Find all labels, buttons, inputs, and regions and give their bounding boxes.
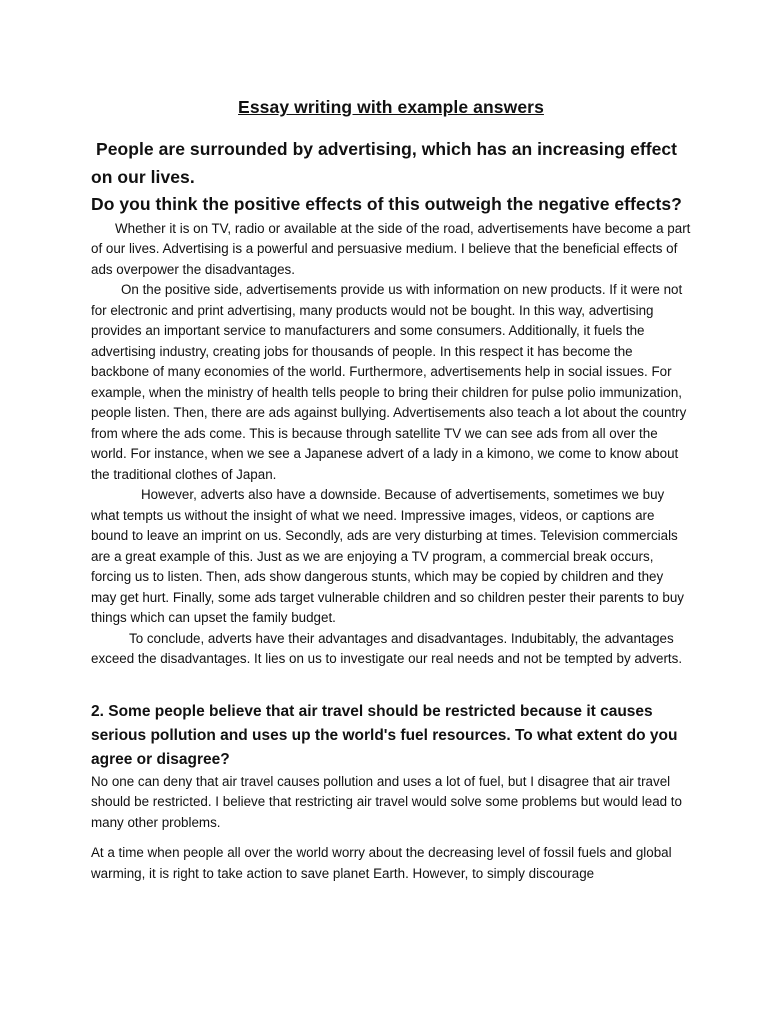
essay1-paragraph-conclusion: To conclude, adverts have their advantages and disadvantages. Indubitably, the advantages exceed the disadvantages. It lies on us to investigate our real needs and not be tempted by adverts. — [91, 630, 683, 666]
document-body — [91, 94, 691, 884]
essay1-paragraph-intro: Whether it is on TV, radio or available at the side of the road, advertisements have become a part of our lives. Advertising is a powerful and persuasive medium. I believe that the beneficial effects of ads overpower the disadvantages. — [91, 220, 691, 277]
section-spacer — [91, 670, 691, 700]
essay1-question-line2: Do you think the positive effects of this outweigh the negative effects? — [91, 194, 682, 214]
essay2-paragraph-intro: No one can deny that air travel causes pollution and uses a lot of fuel, but I disagree that air travel should be restricted. I believe that restricting air travel would solve some problems but would lead to many other problems. — [91, 773, 682, 830]
essay1-paragraph-positive: On the positive side, advertisements provide us with information on new products. If it were not for electronic and print advertising, many products would not be bought. In this way, advertising provides an important service to manufacturers and some consumers. Additionally, it fuels the advertising industry, creating jobs for thousands of people. In this respect it has become the backbone of many economies of the world. Furthermore, advertisements help in social issues. For example, when the ministry of health tells people to bring their children for pulse polio immunization, people listen. Then, there are ads against bullying. Advertisements also teach a lot about the country from where the ads come. This is because through satellite TV we can see ads from all over the world. For instance, when we see a Japanese advert of a lady in a kimono, we come to know about the traditional clothes of Japan. — [91, 282, 687, 482]
essay2-question: 2. Some people believe that air travel should be restricted because it causes serious pollution and uses up the world's fuel resources. To what extent do you agree or disagree? — [91, 702, 678, 768]
essay1-question-line1: People are surrounded by advertising, which has an increasing effect on our lives. — [91, 139, 678, 187]
essay2-paragraph-body: At a time when people all over the world worry about the decreasing level of fossil fuels and global warming, it is right to take action to save planet Earth. However, to simply discourage — [91, 845, 672, 881]
document-title: Essay writing with example answers — [238, 97, 544, 117]
essay1-paragraph-negative: However, adverts also have a downside. Because of advertisements, sometimes we buy what tempts us without the insight of what we need. Impressive images, videos, or captions are bound to leave an imprint on us. Secondly, ads are very disturbing at times. Television commercials are a great example of this. Just as we are enjoying a TV program, a commercial break occurs, forcing us to listen. Then, ads show dangerous stunts, which may be copied by children and they may get hurt. Finally, some ads target vulnerable children and so children pester their parents to buy things which can upset the family budget. — [91, 487, 684, 625]
paragraph-spacer — [91, 833, 691, 843]
